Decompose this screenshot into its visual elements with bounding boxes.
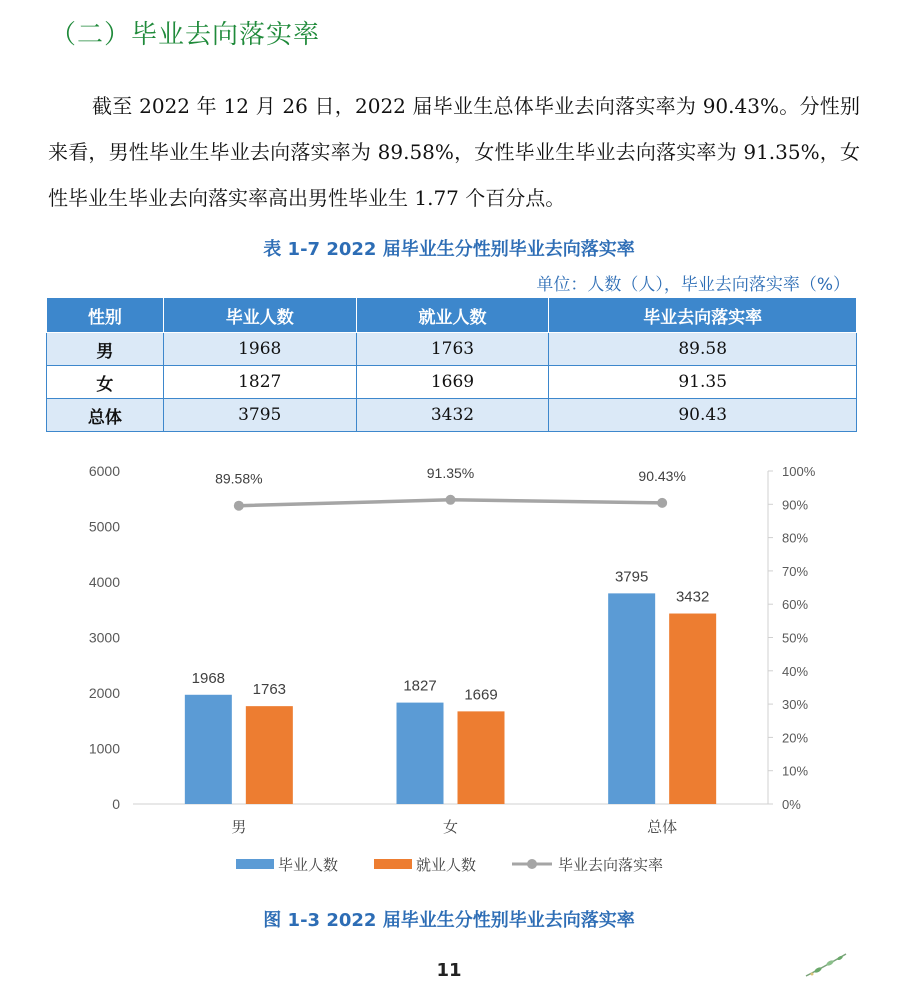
right-tick-label: 10% bbox=[782, 763, 809, 779]
bar-data-label: 3795 bbox=[614, 568, 649, 586]
table-title: 表 1-7 2022 届毕业生分性别毕业去向落实率 bbox=[263, 239, 635, 260]
bar-employed bbox=[458, 711, 505, 804]
table-header-row bbox=[47, 298, 857, 333]
legend-swatch bbox=[236, 859, 274, 869]
left-tick-label: 0 bbox=[112, 796, 120, 812]
table-row bbox=[47, 399, 857, 432]
table-cell: 91.35 bbox=[549, 366, 857, 399]
right-tick-label: 40% bbox=[782, 663, 809, 679]
table-header-cell: 性别 bbox=[47, 298, 164, 333]
table-cell: 1763 bbox=[356, 333, 549, 366]
bar-employed bbox=[246, 706, 293, 804]
legend-label: 就业人数 bbox=[416, 856, 477, 874]
table-cell: 3795 bbox=[163, 399, 356, 432]
right-tick-label: 20% bbox=[782, 730, 809, 746]
combo-chart bbox=[0, 450, 898, 890]
table-row bbox=[47, 366, 857, 399]
left-tick-label: 6000 bbox=[88, 463, 120, 479]
right-tick-label: 60% bbox=[782, 597, 809, 613]
page-number: 11 bbox=[436, 960, 462, 981]
table-cell: 1827 bbox=[163, 366, 356, 399]
section-heading: （二）毕业去向落实率 bbox=[50, 20, 321, 50]
right-tick-label: 100% bbox=[782, 464, 816, 479]
body-paragraph: 截至 2022 年 12 月 26 日，2022 届毕业生总体毕业去向落实率为 90.43%。分性别来看，男性毕业生毕业去向落实率为 89.58%，女性毕业生毕业去向落实率为 91.35%，女性毕业生毕业去向落实率高出男性毕业生 1.77 个百分点。 bbox=[48, 94, 860, 210]
left-tick-label: 3000 bbox=[88, 629, 120, 646]
bar-data-label: 3432 bbox=[675, 588, 710, 606]
table-cell: 3432 bbox=[356, 399, 549, 432]
table-cell: 89.58 bbox=[549, 333, 857, 366]
table-cell: 男 bbox=[47, 333, 164, 366]
bar-data-label: 1763 bbox=[252, 681, 287, 699]
rate-point bbox=[657, 498, 667, 508]
bar-data-label: 1968 bbox=[191, 669, 226, 687]
rate-data-label: 89.58% bbox=[215, 470, 263, 487]
left-tick-label: 5000 bbox=[88, 518, 120, 535]
legend-swatch bbox=[374, 859, 412, 869]
rate-data-label: 90.43% bbox=[638, 467, 686, 484]
bar-employed bbox=[669, 614, 716, 804]
rate-data-label: 91.35% bbox=[426, 464, 475, 481]
x-category-label: 男 bbox=[231, 818, 247, 836]
left-tick-label: 2000 bbox=[88, 685, 120, 701]
bar-data-label: 1827 bbox=[403, 677, 437, 695]
rate-point bbox=[446, 495, 456, 505]
table-cell: 女 bbox=[47, 366, 164, 399]
right-tick-label: 50% bbox=[782, 630, 809, 646]
right-tick-label: 90% bbox=[782, 497, 809, 513]
data-table bbox=[46, 297, 857, 432]
leaf-decoration-icon bbox=[802, 950, 852, 980]
table-header-cell: 就业人数 bbox=[356, 298, 549, 333]
right-tick-label: 80% bbox=[782, 530, 809, 546]
table-row bbox=[47, 333, 857, 366]
bar-graduates bbox=[608, 593, 655, 804]
right-tick-label: 0% bbox=[782, 797, 801, 812]
legend-label: 毕业去向落实率 bbox=[558, 856, 664, 874]
table-header-cell: 毕业去向落实率 bbox=[549, 298, 857, 333]
table-header-cell: 毕业人数 bbox=[163, 298, 356, 333]
left-tick-label: 4000 bbox=[88, 574, 120, 590]
bar-graduates bbox=[185, 695, 232, 804]
right-tick-label: 30% bbox=[782, 697, 809, 713]
x-category-label: 总体 bbox=[647, 818, 678, 836]
bar-graduates bbox=[397, 703, 444, 804]
table-cell: 总体 bbox=[47, 399, 164, 432]
legend-marker bbox=[527, 859, 537, 869]
left-tick-label: 1000 bbox=[88, 740, 120, 757]
bar-data-label: 1669 bbox=[464, 686, 498, 704]
table-cell: 1669 bbox=[356, 366, 549, 399]
rate-point bbox=[234, 501, 244, 511]
x-category-label: 女 bbox=[442, 818, 459, 836]
table-cell: 90.43 bbox=[549, 399, 857, 432]
figure-caption: 图 1-3 2022 届毕业生分性别毕业去向落实率 bbox=[263, 910, 635, 931]
legend-label: 毕业人数 bbox=[278, 856, 339, 874]
table-cell: 1968 bbox=[163, 333, 356, 366]
right-tick-label: 70% bbox=[782, 563, 809, 579]
table-unit: 单位：人数（人），毕业去向落实率（%） bbox=[536, 275, 850, 295]
